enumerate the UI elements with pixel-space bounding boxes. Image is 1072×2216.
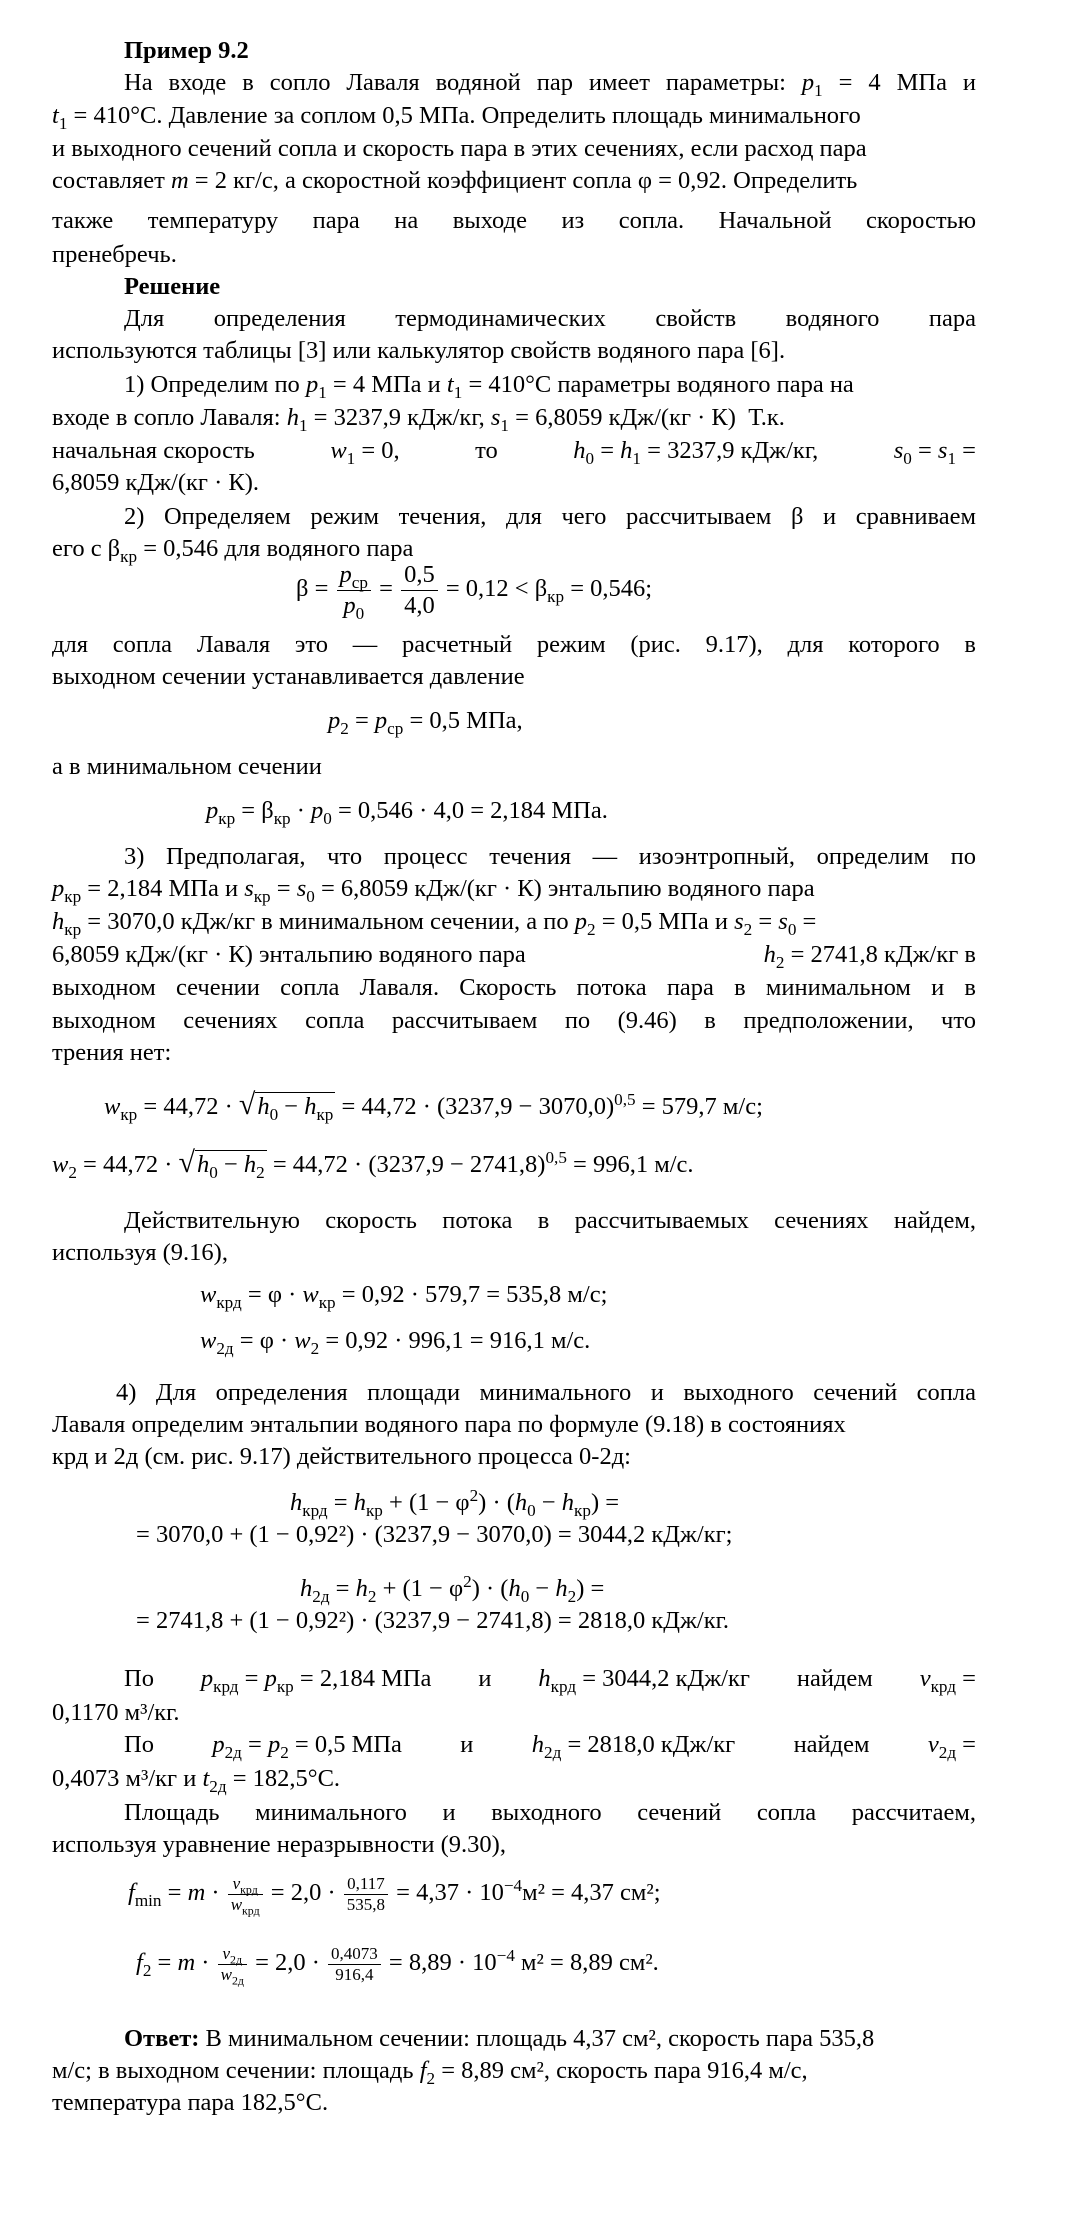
problem-line-1: На входе в сопло Лаваля водяной пар имеет параметры: $p_1 = 4$ МПа и [124,69,977,100]
lookup-line-3: По $p_{2д} = p_2 = 0,5$ МПа и $h_{2д} = 2818,0$ кДж/кг найдем $v_{2д}$ = [124,1731,976,1762]
actual-line-2: используя (9.16), [52,1239,228,1266]
area-line-1: Площадь минимального и выходного сечений сопла рассчитаем, [124,1799,976,1826]
answer-line-2: м/с; в выходном сечении: площадь $f_2 = 8,89$ см², скорость пара 916,4 м/с, [52,2057,808,2088]
step2-line-5: а в минимальном сечении [52,753,322,780]
step3-line-7: трения нет: [52,1039,172,1066]
answer-line-1: Ответ: В минимальном сечении: площадь 4,37 см², скорость пара 535,8 [124,2025,875,2052]
intro-line-2: используются таблицы [3] или калькулятор свойств водяного пара [6]. [52,337,786,364]
lookup-line-2: 0,1170 м³/кг. [52,1699,180,1726]
lookup-line-1: По $p_{крд} = p_{кр} = 2,184$ МПа и $h_{крд} = 3044,2$ кДж/кг найдем $v_{крд}$ = [124,1665,976,1696]
step3-line-3: $h_{кр} = 3070,0$ кДж/кг в минимальном сечении, а по $p_2 = 0,5$ МПа и $s_2 = s_0$ = [52,908,817,939]
example-title: Пример 9.2 [124,37,249,64]
actual-line-1: Действительную скорость потока в рассчитываемых сечениях найдем, [124,1207,976,1234]
pkr-formula: $p_{кр} = \beta_{кр} \cdot p_0 = 0,546 \cdot 4,0 = 2,184$ МПа. [206,797,608,828]
step4-line-1: 4) Для определения площади минимального и выходного сечений сопла [116,1379,976,1406]
step4-line-2: Лаваля определим энтальпии водяного пара по формуле (9.18) в состояниях [52,1411,846,1438]
lookup-line-4: 0,4073 м³/кг и $t_{2д} = 182,5^\circ С$. [52,1765,341,1796]
area-line-2: используя уравнение неразрывности (9.30), [52,1831,506,1858]
step1-line-4: 6,8059 кДж/(кг · К). [52,469,259,496]
hkrd-formula-line-1: $h_{крд} = h_{кр} + (1 - \varphi^2) \cdot (h_0 - h_{кр})$ = [290,1485,620,1520]
beta-formula: β = $\frac{p_{ср}}{p_0}$ = $\frac{0,5}{4,0}$ = $0,12 < \beta_{кр} = 0,546$; [296,561,653,623]
w2-formula: $w_2 = 44,72 \cdot √h_0 - h_2 = 44,72 \cdot (3237,9 - 2741,8)^{0,5} = 996,1$ м/с. [52,1146,694,1182]
answer-line-3: температура пара 182,5°С. [52,2089,329,2116]
w2d-formula: $w_{2д} = \varphi \cdot w_2 = 0,92 \cdot 996,1 = 916,1$ м/с. [200,1327,591,1358]
f2-formula: $f_2 = m$ · $\frac{v_{2д}}{w_{2д}}$ = 2,0 · $\frac{0,4073}{916,4}$ = $8,89 \cdot 10^{-4}$ м² = 8,89 см². [136,1944,659,1988]
wkr-formula: $w_{кр} = 44,72 \cdot √h_0 - h_{кр} = 44,72 \cdot (3237,9 - 3070,0)^{0,5} = 579,7$ м/с; [104,1088,763,1124]
h2d-formula-line-1: $h_{2д} = h_2 + (1 - \varphi^2) \cdot (h_0 - h_2)$ = [300,1571,605,1606]
step1-line-2: входе в сопло Лаваля: $h_1 = 3237,9$ кДж/кг, $s_1 = 6,8059$ кДж/(кг · К) Т.к. [52,404,785,435]
wkrd-formula: $w_{крд} = \varphi \cdot w_{кр} = 0,92 \cdot 579,7 = 535,8$ м/с; [200,1281,608,1312]
step2-line-2: его с $\beta_{кр} = 0,546$ для водяного пара [52,535,414,566]
step4-line-3: крд и 2д (см. рис. 9.17) действительного процесса 0-2д: [52,1443,631,1470]
step3-line-5: выходном сечении сопла Лаваля. Скорость потока пара в минимальном и в [52,974,976,1001]
problem-line-5: также температуру пара на выходе из сопла. Начальной скоростью [52,207,976,234]
step1-line-3: начальная скорость $w_1 = 0$, то $h_0 = h_1 = 3237,9$ кДж/кг, $s_0 = s_1$ = [52,437,976,468]
problem-line-4: составляет m = 2 кг/с, а скоростной коэффициент сопла φ = 0,92. Определить [52,167,858,194]
h2d-formula-line-2: = 2741,8 + (1 − 0,92²) · (3237,9 − 2741,8) = 2818,0 кДж/кг. [136,1607,730,1634]
step3-line-1: 3) Предполагая, что процесс течения — изоэнтропный, определим по [124,843,976,870]
problem-line-6: пренебречь. [52,241,177,268]
step3-line-4: 6,8059 кДж/(кг · К) энтальпию водяного пара $h_2 = 2741,8$ кДж/кг в [52,941,976,972]
hkrd-formula-line-2: = 3070,0 + (1 − 0,92²) · (3237,9 − 3070,0) = 3044,2 кДж/кг; [136,1521,733,1548]
step1-line-1: 1) Определим по $p_1 = 4$ МПа и $t_1 = 410^\circ С$ параметры водяного пара на [124,371,854,402]
fmin-formula: $f_{min} = m$ · $\frac{v_{крд}}{w_{крд}}$ = 2,0 · $\frac{0,117}{535,8}$ = $4,37 \cdot 10^{-4}м^2 = 4,37$ см²; [128,1874,661,1918]
step2-line-1: 2) Определяем режим течения, для чего рассчитываем β и сравниваем [124,503,976,530]
answer-label: Ответ: [124,2025,200,2052]
solution-heading: Решение [124,273,221,300]
step2-line-3: для сопла Лаваля это — расчетный режим (рис. 9.17), для которого в [52,631,976,658]
intro-line-1: Для определения термодинамических свойств водяного пара [124,305,976,332]
step2-line-4: выходном сечении устанавливается давление [52,663,525,690]
p2-formula: $p_2 = p_{ср} = 0,5$ МПа, [328,707,523,738]
step3-line-6: выходном сечениях сопла рассчитываем по (9.46) в предположении, что [52,1007,976,1034]
step3-line-2: $p_{кр} = 2,184$ МПа и $s_{кр} = s_0 = 6,8059$ кДж/(кг · К) энтальпию водяного пара [52,875,815,906]
problem-line-2: $t_1 = 410^\circ С$. Давление за соплом 0,5 МПа. Определить площадь минимального [52,102,861,133]
problem-line-3: и выходного сечений сопла и скорость пара в этих сечениях, если расход пара [52,135,867,162]
